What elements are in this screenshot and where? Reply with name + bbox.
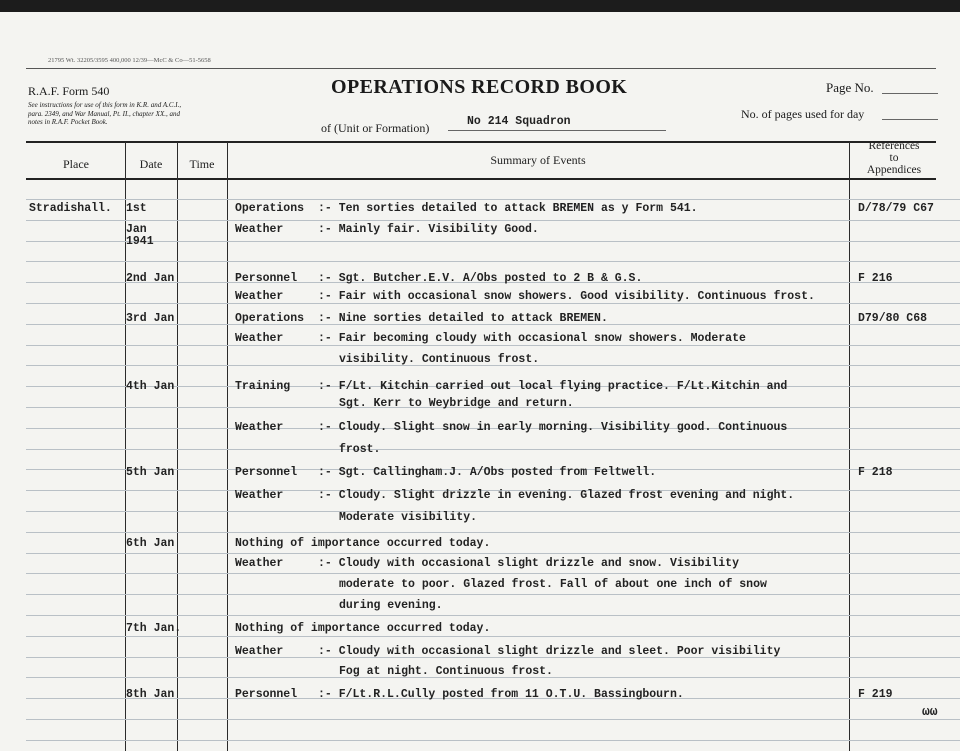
entry-category: Training: [235, 380, 291, 393]
ruled-line: [26, 449, 960, 450]
header-bottom-rule: [26, 178, 936, 180]
entry-summary: :- Fair with occasional snow showers. Good visibility. Continuous frost.: [318, 290, 815, 303]
entry-summary: Moderate visibility.: [339, 511, 478, 524]
entry-category: Personnel: [235, 688, 298, 701]
unit-label: of (Unit or Formation): [321, 121, 430, 135]
page-no-label: Page No.: [826, 80, 874, 95]
entry-summary: :- Cloudy. Slight drizzle in evening. Glazed frost evening and night.: [318, 489, 795, 502]
col-header-place: Place: [63, 157, 89, 171]
entry-date: 1941: [126, 235, 154, 248]
entry-summary: :- Cloudy. Slight snow in early morning. Visibility good. Continuous: [318, 421, 788, 434]
entry-summary: frost.: [339, 443, 381, 456]
entry-date: 8th Jan: [126, 688, 175, 701]
col-header-date: Date: [139, 157, 163, 171]
scan-border: [0, 0, 960, 12]
entry-date: 7th Jan.: [126, 622, 182, 635]
ruled-line: [26, 532, 960, 533]
entry-reference: F 216: [858, 272, 893, 285]
entry-summary: :- F/Lt.R.L.Cully posted from 11 O.T.U. Bassingbourn.: [318, 688, 684, 701]
entry-category: Operations: [235, 312, 305, 325]
entry-summary: Fog at night. Continuous frost.: [339, 665, 553, 678]
entry-date: Jan: [126, 223, 147, 236]
print-code: 21795 Wt. 32205/3595 400,000 12/39—McC & Co—51-5658: [48, 57, 211, 64]
entry-summary: :- Cloudy with occasional slight drizzle and snow. Visibility: [318, 557, 739, 570]
entry-category: Weather: [235, 290, 284, 303]
ruled-line: [26, 220, 960, 221]
ruled-line: [26, 594, 960, 595]
entry-summary: :- F/Lt. Kitchin carried out local flying practice. F/Lt.Kitchin and: [318, 380, 788, 393]
ruled-line: [26, 573, 960, 574]
unit-value: No 214 Squadron: [467, 115, 571, 128]
entry-category: Personnel: [235, 272, 298, 285]
ruled-line: [26, 719, 960, 720]
entry-reference: D/78/79 C67: [858, 202, 934, 215]
ruled-line: [26, 199, 960, 200]
entry-summary: :- Ten sorties detailed to attack BREMEN as y Form 541.: [318, 202, 698, 215]
col-header-summary: Summary of Events: [490, 153, 586, 167]
entry-date: 2nd Jan: [126, 272, 175, 285]
ruled-line: [26, 261, 960, 262]
entry-category: Weather: [235, 223, 284, 236]
entry-category: Operations: [235, 202, 305, 215]
ruled-line: [26, 553, 960, 554]
entry-place: Stradishall.: [29, 202, 112, 215]
entry-date: 5th Jan: [126, 466, 175, 479]
pages-used-label: No. of pages used for day: [741, 107, 865, 121]
entry-category: Personnel: [235, 466, 298, 479]
entry-category: Weather: [235, 645, 284, 658]
header-top-rule: [26, 141, 936, 143]
col-header-time: Time: [189, 157, 215, 171]
entry-summary: Sgt. Kerr to Weybridge and return.: [339, 397, 574, 410]
page-no-line: [882, 93, 938, 94]
entry-date: 6th Jan: [126, 537, 175, 550]
entry-date: 4th Jan: [126, 380, 175, 393]
entry-summary: :- Sgt. Callingham.J. A/Obs posted from Feltwell.: [318, 466, 657, 479]
entry-summary: :- Nine sorties detailed to attack BREMEN.: [318, 312, 608, 325]
entry-category: Weather: [235, 332, 284, 345]
corner-mark: ωω: [922, 704, 938, 719]
entry-category: Weather: [235, 489, 284, 502]
unit-underline: [448, 130, 666, 131]
page-title: OPERATIONS RECORD BOOK: [331, 76, 628, 98]
entry-reference: D79/80 C68: [858, 312, 928, 325]
col-header-references: References to Appendices: [866, 140, 922, 176]
rule-date-time: [177, 142, 178, 751]
entry-summary: :- Fair becoming cloudy with occasional snow showers. Moderate: [318, 332, 746, 345]
entry-summary: moderate to poor. Glazed frost. Fall of about one inch of snow: [339, 578, 767, 591]
ruled-line: [26, 303, 960, 304]
ruled-line: [26, 345, 960, 346]
rule-summary-refs: [849, 142, 850, 751]
entry-summary: :- Mainly fair. Visibility Good.: [318, 223, 539, 236]
ruled-line: [26, 636, 960, 637]
entry-category: Nothing of importance occurred today.: [235, 537, 491, 550]
entry-date: 3rd Jan: [126, 312, 175, 325]
form-instructions: See instructions for use of this form in K.R. and A.C.I., para. 2349, and War Manual, Pt. II., chapter XX., and notes in R.A.F. Pocket Book.: [28, 101, 182, 126]
pages-used-line: [882, 119, 938, 120]
form-name: R.A.F. Form 540: [28, 84, 110, 98]
ruled-line: [26, 511, 960, 512]
entry-reference: F 218: [858, 466, 893, 479]
entry-summary: during evening.: [339, 599, 443, 612]
ruled-line: [26, 241, 960, 242]
entry-category: Weather: [235, 557, 284, 570]
entry-date: 1st: [126, 202, 147, 215]
entry-summary: :- Sgt. Butcher.E.V. A/Obs posted to 2 B & G.S.: [318, 272, 643, 285]
top-rule: [26, 68, 936, 69]
entry-summary: visibility. Continuous frost.: [339, 353, 540, 366]
rule-time-summary: [227, 142, 228, 751]
entry-summary: :- Cloudy with occasional slight drizzle and sleet. Poor visibility: [318, 645, 781, 658]
entry-category: Weather: [235, 421, 284, 434]
ruled-line: [26, 615, 960, 616]
ruled-line: [26, 740, 960, 741]
entry-category: Nothing of importance occurred today.: [235, 622, 491, 635]
entry-reference: F 219: [858, 688, 893, 701]
